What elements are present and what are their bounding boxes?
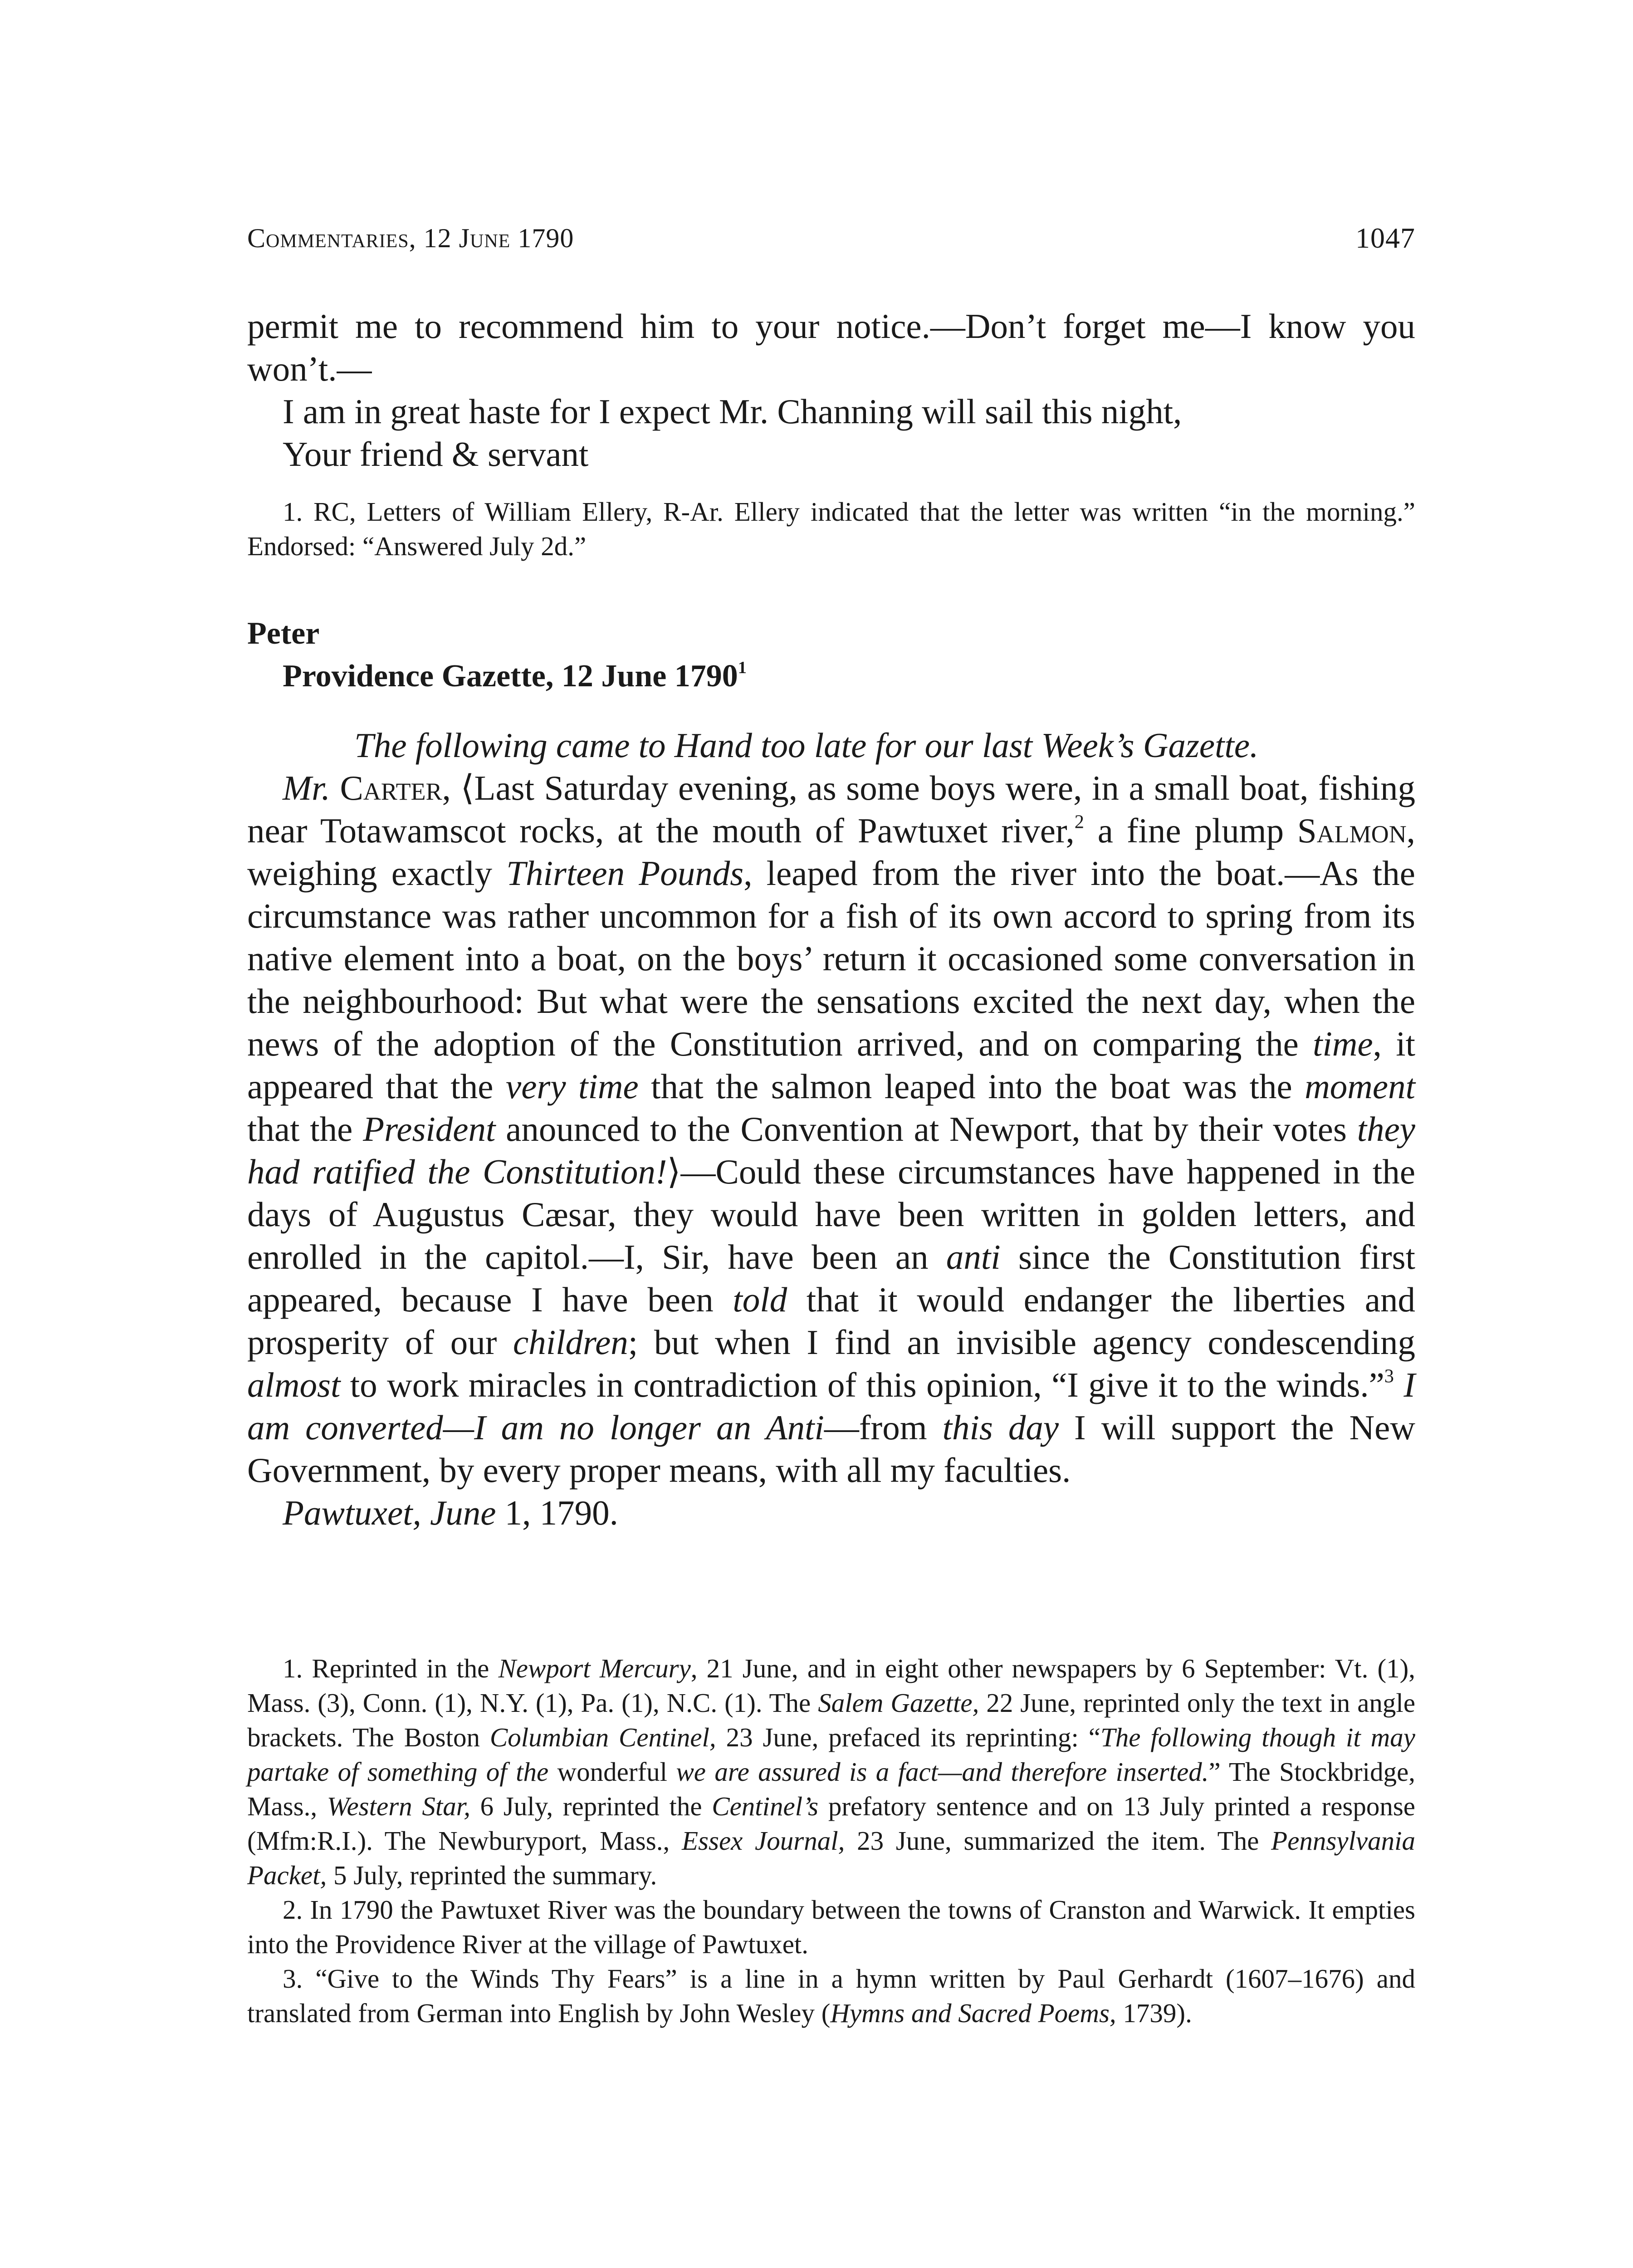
word-time: time (1313, 1024, 1373, 1063)
text-g: that the (247, 1110, 363, 1149)
phrase-this-day: this day (942, 1408, 1059, 1447)
word-salmon: Salmon (1297, 811, 1407, 850)
footnote-2: 2. In 1790 the Pawtuxet River was the boundary between the towns of Cranston and Warwick. It empties into the Providence River at the village of Pawtuxet. (247, 1895, 1415, 1959)
page-number: 1047 (1355, 222, 1415, 254)
fn3-hymns: Hymns and Sacred Poems, (830, 1998, 1116, 2028)
word-thirteen-pounds: Thirteen Pounds (506, 854, 744, 893)
text-h: anounced to the Convention at Newport, that by their votes (495, 1110, 1357, 1149)
word-almost: almost (247, 1365, 341, 1404)
article-intro-text: The following came to Hand too late for our last Week’s Gazette. (354, 726, 1259, 765)
text-l: ; but when I find an invisible agency condescending (628, 1323, 1415, 1362)
fn1-d: 23 June, prefaced its reprinting: “ (716, 1722, 1100, 1752)
fn1-quote-1: The following though it may partake of something of the (247, 1722, 1415, 1787)
fn1-f: ” The Stockbridge, Mass., (247, 1757, 1416, 1821)
fn1-h: prefatory sentence and on 13 July printed a response (Mfm:R.I.). The Newburyport, Mass., (247, 1791, 1415, 1856)
fn1-g: 6 July, reprinted the (470, 1791, 712, 1821)
word-president: President (363, 1110, 496, 1149)
text-a: , ⟨Last Saturday evening, as some boys were, in a small boat, fishing near Totawamscot rocks, at the mouth of Pawtuxet river, (247, 768, 1415, 850)
text-p: I will support the New Government, by every proper means, with all my faculties. (247, 1408, 1415, 1490)
article-footnotes (247, 1651, 1415, 2030)
article-body (247, 724, 1415, 1534)
footnote-3 (247, 1961, 1415, 2030)
dateline-place: Pawtuxet, June (283, 1493, 496, 1532)
article-dateline (247, 1491, 1415, 1534)
fn1-pennsylvania-packet: Pennsylvania Packet, (247, 1826, 1416, 1890)
fn1-salem-gazette: Salem Gazette, (818, 1688, 979, 1718)
footnote-ref-1: 1 (738, 658, 747, 678)
fn1-j: 5 July, reprinted the summary. (327, 1860, 657, 1890)
text-f: that the salmon leaped into the boat was the (638, 1067, 1305, 1106)
letter-closing: Your friend & servant (283, 435, 589, 474)
fn1-newport-mercury: Newport Mercury (498, 1653, 691, 1683)
word-moment: moment (1305, 1067, 1415, 1106)
footnote-ref-3: 3 (1384, 1365, 1394, 1387)
text-i: ⟩—Could these circumstances have happened in the days of Augustus Cæsar, they would have been written in golden letters, and enrolled in the capitol.—I, Sir, have been an (247, 1152, 1415, 1276)
text-d: , leaped from the river into the boat.—As the circumstance was rather uncommon for a fish of its own accord to spring from its native element into a boat, on the boys’ return it occasioned some conversation in the neighbourhood: But what were the sensations excited the next day, when the news of the adoption of the Constitution arrived, and on comparing the (247, 854, 1415, 1063)
article-source-title: Providence Gazette, 12 June 1790 (283, 659, 738, 694)
text-m: to work miracles in contradiction of this opinion, “I give it to the winds.” (340, 1365, 1384, 1404)
text-o: —from (824, 1408, 943, 1447)
salutation-carter: Carter (340, 768, 442, 807)
article-heading (247, 612, 1415, 698)
article-intro (247, 724, 1415, 767)
fn1-quote-2: we are assured is a fact—and therefore inserted. (676, 1757, 1209, 1787)
letter-haste-line: I am in great haste for I expect Mr. Channing will sail this night, (283, 392, 1182, 431)
letter-footnotes (247, 494, 1415, 563)
dateline-date: 1, 1790. (496, 1493, 618, 1532)
fn3-a: 3. “Give to the Winds Thy Fears” is a line in a hymn written by Paul Gerhardt (1607–1676) and translated from German into English by John Wesley ( (247, 1964, 1415, 2028)
fn1-b: , 21 June, and in eight other newspapers by 6 September: Vt. (1), Mass. (3), Conn. (1), N.Y. (1), Pa. (1), N.C. (1). The (247, 1653, 1415, 1718)
text-c: , weighing exactly (247, 811, 1415, 893)
article-paragraph (247, 767, 1415, 1491)
fn1-centinels: Centinel’s (712, 1791, 819, 1821)
word-anti: anti (946, 1237, 1001, 1276)
footnote-ref-2: 2 (1074, 811, 1084, 833)
phrase-ratified: they had ratified the Constitution! (247, 1110, 1415, 1191)
running-head-title (247, 218, 574, 259)
article-source (283, 655, 1415, 698)
fn1-western-star: Western Star, (327, 1791, 470, 1821)
fn1-e: wonderful (548, 1757, 676, 1787)
running-head-day: , 12 (409, 223, 459, 253)
phrase-converted: I am converted—I am no longer an Anti (247, 1365, 1415, 1447)
fn1-c: 22 June, reprinted only the text in angle brackets. The Boston (247, 1688, 1416, 1752)
text-j: since the Constitution first appeared, because I have been (247, 1237, 1415, 1319)
running-head-month: June (459, 223, 511, 253)
word-very-time: very time (506, 1067, 639, 1106)
word-told: told (733, 1280, 787, 1319)
letter-continuation-block (247, 305, 1415, 475)
running-head-commentaries: Commentaries (247, 223, 409, 253)
word-children: children (513, 1323, 628, 1362)
article-author: Peter (247, 616, 320, 651)
text-b: a fine plump (1084, 811, 1297, 850)
running-head-year: 1790 (510, 223, 574, 253)
text-k: that it would endanger the liberties and prosperity of our (247, 1280, 1415, 1362)
letter-footnote-1: 1. RC, Letters of William Ellery, R-Ar. Ellery indicated that the letter was written “in the morning.” Endorsed: “Answered July 2d.” (247, 497, 1415, 561)
salutation-mr: Mr. (283, 768, 330, 807)
fn1-a: 1. Reprinted in the (283, 1653, 499, 1683)
fn3-b: 1739). (1116, 1998, 1192, 2028)
fn1-columbian-centinel: Columbian Centinel, (489, 1722, 716, 1752)
fn1-essex-journal: Essex Journal, (681, 1826, 845, 1856)
text-n (1394, 1365, 1403, 1404)
fn1-i: 23 June, summarized the item. The (845, 1826, 1271, 1856)
footnote-1 (247, 1651, 1415, 1892)
text-e: , it appeared that the (247, 1024, 1415, 1106)
running-head (247, 218, 1415, 259)
letter-continuation: permit me to recommend him to your notice.—Don’t forget me—I know you won’t.— (247, 307, 1415, 388)
